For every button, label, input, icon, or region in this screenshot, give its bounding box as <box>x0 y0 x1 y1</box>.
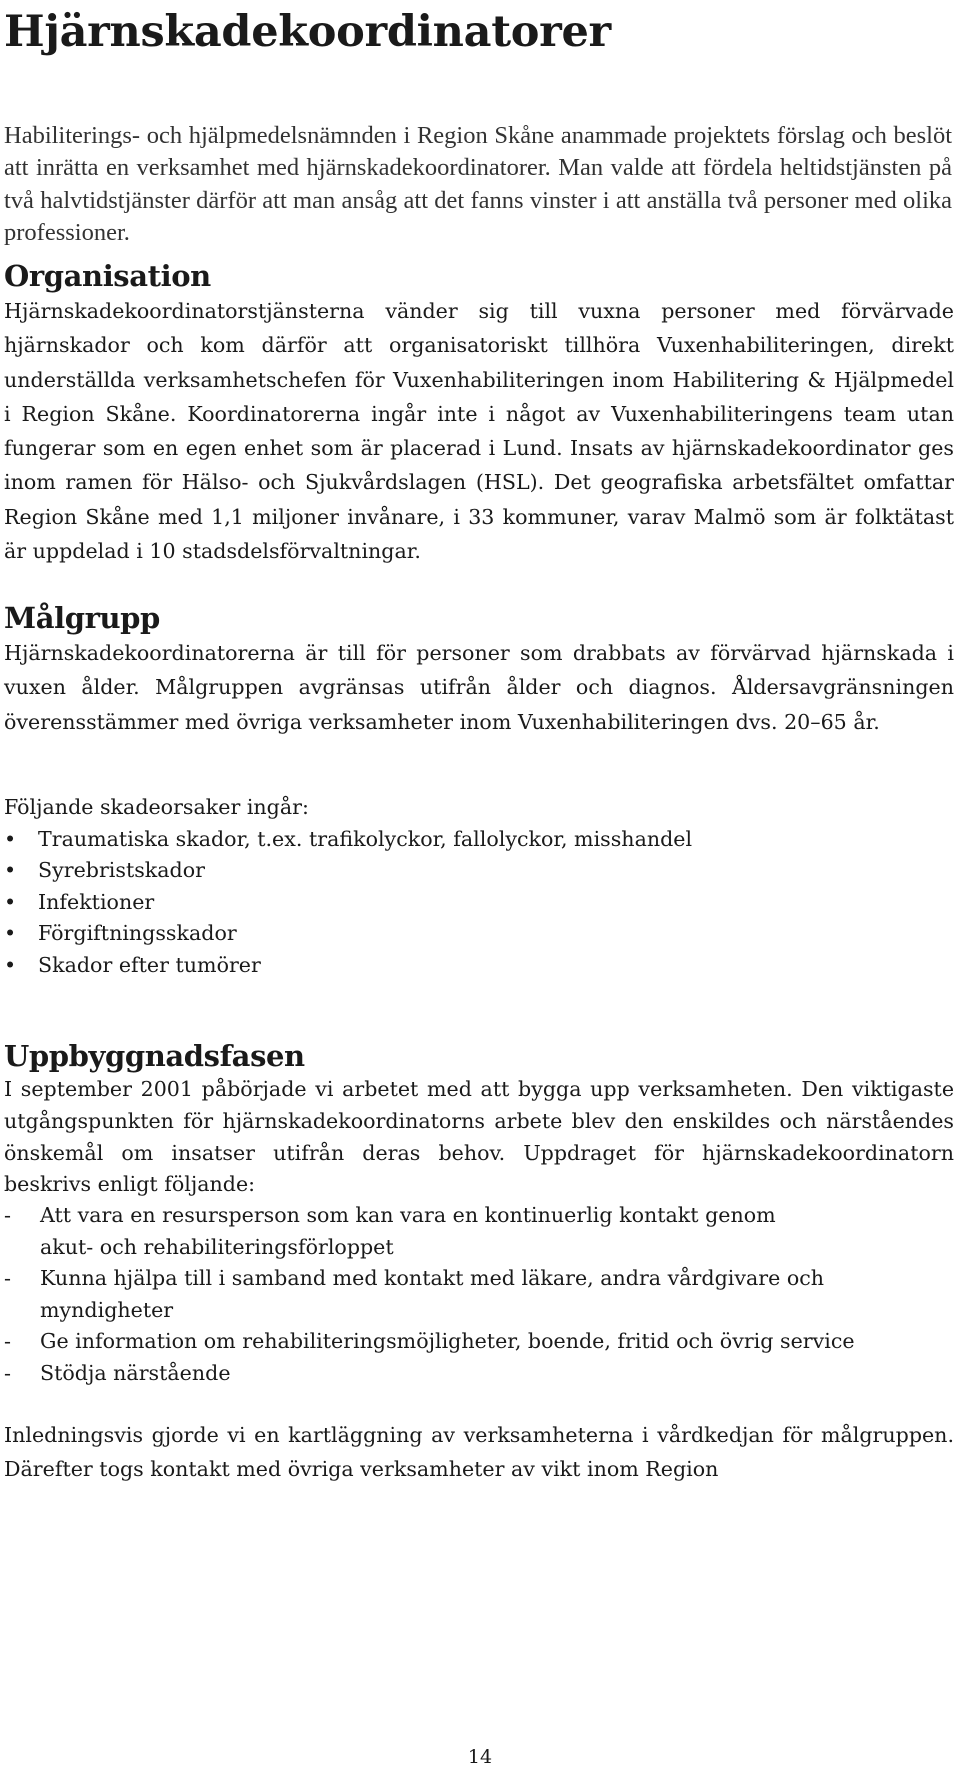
list-item: • Traumatiska skador, t.ex. trafikolyckor, fallolyckor, misshandel <box>4 824 692 855</box>
bullet-icon: • <box>4 952 17 977</box>
list-item: • Infektioner <box>4 887 692 918</box>
list-item: • Syrebristskador <box>4 855 692 886</box>
list-item: - Ge information om rehabiliteringsmöjligheter, boende, fritid och övrig service <box>4 1326 954 1358</box>
closing-paragraph: Inledningsvis gjorde vi en kartläggning av verksamheterna i vårdkedjan för målgruppen. Därefter togs kontakt med övriga verksamheter av vikt inom Region <box>4 1423 954 1481</box>
uppbyggnad-paragraph: I september 2001 påbörjade vi arbetet med att bygga upp verksamheten. Den viktigaste utgångspunkten för hjärnskadekoordinatorns arbete blev den enskildes och närståendes önskemål om insatser utifrån deras behov. Uppdraget för hjärnskadekoordinatorn beskrivs enligt följande: <box>4 1077 954 1197</box>
intro-paragraph: Habiliterings- och hjälpmedelsnämnden i Region Skåne anammade projektets förslag och beslöt att inrätta en verksamhet med hjärnskadekoordinatorer. Man valde att fördela heltidstjänsten på två halvtidstjänster därför att man ansåg att det fanns vinster i att anställa två personer med olika professioner. <box>4 122 952 246</box>
heading-uppbyggnadsfasen: Uppbyggnadsfasen <box>4 1039 305 1073</box>
list-item: • Förgiftningsskador <box>4 918 692 949</box>
bullet-icon: • <box>4 889 17 914</box>
heading-organisation: Organisation <box>4 259 211 293</box>
heading-malgrupp: Målgrupp <box>4 601 160 635</box>
task-list <box>4 1200 954 1390</box>
dash-icon: - <box>4 1329 11 1354</box>
dash-icon: - <box>4 1360 11 1385</box>
organisation-paragraph: Hjärnskadekoordinatorstjänsterna vänder sig till vuxna personer med förvärvade hjärnskador och kom därför att organisatoriskt tillhöra Vuxenhabiliteringen, direkt underställda verksamhetschefen för Vuxenhabiliteringen inom Habilitering & Hjälpmedel i Region Skåne. Koordinatorerna ingår inte i något av Vuxenhabiliteringens team utan fungerar som en egen enhet som är placerad i Lund. Insats av hjärnskadekoordinator ges inom ramen för Hälso- och Sjukvårdslagen (HSL). Det geografiska arbetsfältet omfattar Region Skåne med 1,1 miljoner invånare, i 33 kommuner, varav Malmö som är folktätast är uppdelad i 10 stadsdelsförvaltningar. <box>4 299 954 564</box>
page-title: Hjärnskadekoordinatorer <box>4 7 611 57</box>
dash-icon: - <box>4 1203 11 1227</box>
list-item: - Att vara en resursperson som kan vara en kontinuerlig kontakt genom akut- och rehabiliteringsförloppet <box>4 1200 954 1263</box>
dash-icon: - <box>4 1266 11 1291</box>
list-item: - Kunna hjälpa till i samband med kontakt med läkare, andra vårdgivare och myndigheter <box>4 1263 954 1326</box>
cause-list <box>4 824 692 981</box>
list-item: - Stödja närstående <box>4 1358 954 1390</box>
cause-list-lead: Följande skadeorsaker ingår: <box>4 795 309 819</box>
page-number: 14 <box>467 1746 493 1768</box>
malgrupp-paragraph: Hjärnskadekoordinatorerna är till för personer som drabbats av förvärvad hjärnskada i vuxen ålder. Målgruppen avgränsas utifrån ålder och diagnos. Åldersavgränsningen överensstämmer med övriga verksamheter inom Vuxenhabiliteringen dvs. 20–65 år. <box>4 641 954 734</box>
bullet-icon: • <box>4 858 17 883</box>
list-item: • Skador efter tumörer <box>4 950 692 981</box>
bullet-icon: • <box>4 827 17 851</box>
bullet-icon: • <box>4 921 17 946</box>
